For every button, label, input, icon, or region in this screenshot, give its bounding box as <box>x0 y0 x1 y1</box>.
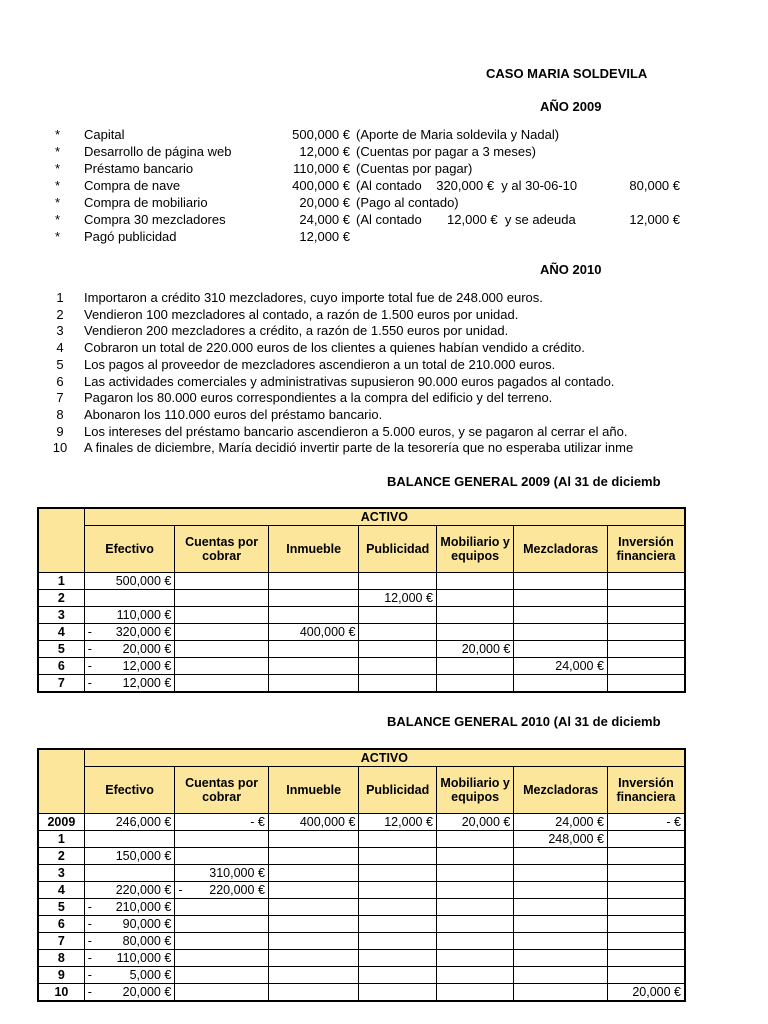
table-cell <box>607 641 685 658</box>
table-cell <box>268 899 359 916</box>
table-cell <box>359 916 436 933</box>
table-row <box>38 865 685 882</box>
cell-value: 310,000 € <box>209 866 265 880</box>
table-row <box>38 916 685 933</box>
table-cell <box>436 675 513 693</box>
table-cell <box>175 882 269 899</box>
list-item-extra: 12,000 € <box>629 212 680 227</box>
cell-value: 80,000 € <box>122 934 172 948</box>
table-cell <box>607 607 685 624</box>
cell-value: 12,000 € <box>384 591 433 605</box>
list-item-amount: 12,000 € <box>299 229 350 244</box>
table-cell <box>84 814 175 831</box>
table-cell <box>268 624 359 641</box>
cell-value: 110,000 € <box>116 951 172 965</box>
table-cell <box>514 831 608 848</box>
table-cell <box>514 814 608 831</box>
table-cell <box>436 882 513 899</box>
list-item-note: (Al contado 320,000 € y al 30-06-10 <box>356 178 578 193</box>
list-item-label: Pagó publicidad <box>84 229 177 244</box>
table-cell <box>84 933 175 950</box>
table-cell <box>175 607 269 624</box>
table-cell <box>436 607 513 624</box>
table-row <box>38 967 685 984</box>
list-item-number: 9 <box>56 423 64 439</box>
table-cell <box>175 984 269 1002</box>
table-cell <box>175 848 269 865</box>
list-item-text: A finales de diciembre, María decidió invertir parte de la tesorería que no esperaba utilizar inme <box>84 440 634 456</box>
table-cell <box>175 865 269 882</box>
cell-value: - € <box>666 815 681 829</box>
list-item-text: Vendieron 100 mezcladores al contado, a razón de 1.500 euros por unidad. <box>84 306 519 322</box>
list-item-number: 1 <box>56 290 64 305</box>
cell-value: 20,000 € <box>122 642 172 656</box>
list-item-amount: 24,000 € <box>299 212 350 227</box>
table-cell <box>268 590 359 607</box>
table-cell <box>359 848 436 865</box>
cell-value: 20,000 € <box>461 815 511 829</box>
row-label: 4 <box>38 882 84 899</box>
table-cell <box>514 950 608 967</box>
document-title: CASO MARIA SOLDEVILA <box>486 66 648 81</box>
table-cell <box>175 950 269 967</box>
table-cell <box>607 899 685 916</box>
table-cell <box>436 814 513 831</box>
column-header: Cuentas por cobrar <box>175 526 269 573</box>
list-item-bullet: * <box>55 212 61 227</box>
list-item-number: 3 <box>56 323 64 339</box>
list-item-number: 8 <box>56 406 64 422</box>
row-label: 1 <box>38 831 84 848</box>
table-cell <box>268 814 359 831</box>
list-item-bullet: * <box>55 161 61 176</box>
cell-value: 20,000 € <box>122 985 172 999</box>
table-row <box>38 624 685 641</box>
table-cell <box>436 831 513 848</box>
table-cell <box>514 573 608 590</box>
list-item-bullet: * <box>55 144 61 159</box>
column-header: Mezcladoras <box>514 767 608 814</box>
column-header: Inversión financiera <box>607 526 685 573</box>
table-cell <box>175 967 269 984</box>
cell-value: 500,000 € <box>115 574 172 588</box>
table-cell <box>436 848 513 865</box>
row-label: 1 <box>38 573 84 590</box>
list-item-amount: 500,000 € <box>292 127 350 142</box>
list-item-label: Compra de mobiliario <box>84 195 208 210</box>
column-header: Mobiliario y equipos <box>436 767 513 814</box>
table-cell <box>268 573 359 590</box>
list-item-amount: 20,000 € <box>299 195 350 210</box>
list-item-bullet: * <box>55 127 61 142</box>
table-cell <box>84 916 175 933</box>
table-cell <box>607 916 685 933</box>
list-item-note: (Al contado 12,000 € y se adeuda <box>356 212 576 227</box>
cell-value: 400,000 € <box>299 625 356 639</box>
balance-2009-table <box>37 507 686 693</box>
table-cell <box>436 865 513 882</box>
table-cell <box>607 831 685 848</box>
cell-value: - € <box>250 815 265 829</box>
cell-value: 220,000 € <box>115 883 172 897</box>
list-item-number: 10 <box>52 440 68 456</box>
table-cell <box>514 865 608 882</box>
table-row <box>38 814 685 831</box>
table-row <box>38 950 685 967</box>
table-cell <box>84 573 175 590</box>
table-cell <box>84 865 175 882</box>
table-cell <box>436 590 513 607</box>
list-item-text: Los intereses del préstamo bancario ascendieron a 5.000 euros, y se pagaron al cerrar el año. <box>84 423 628 439</box>
cell-value: 110,000 € <box>116 608 172 622</box>
cell-value: 248,000 € <box>548 832 604 846</box>
column-header: Efectivo <box>84 767 175 814</box>
negative-sign: - <box>178 883 183 897</box>
list-item-text: Vendieron 200 mezcladores a crédito, a razón de 1.550 euros por unidad. <box>84 323 509 339</box>
cell-value: 5,000 € <box>129 968 172 982</box>
list-item-extra: 80,000 € <box>629 178 680 193</box>
list-item-text: Cobraron un total de 220.000 euros de los clientes a quienes habían vendido a crédito. <box>84 340 585 356</box>
table-cell <box>84 607 175 624</box>
table-row <box>38 590 685 607</box>
column-header: Inversión financiera <box>607 767 685 814</box>
list-item-text: Los pagos al proveedor de mezcladores ascendieron a un total de 210.000 euros. <box>84 356 556 372</box>
list-item-label: Compra 30 mezcladores <box>84 212 226 227</box>
list-item-note: (Cuentas por pagar a 3 meses) <box>356 144 536 159</box>
table-cell <box>359 624 436 641</box>
table-cell <box>359 899 436 916</box>
table-cell <box>436 624 513 641</box>
table-row <box>38 882 685 899</box>
table-cell <box>268 916 359 933</box>
table-row <box>38 933 685 950</box>
table-cell <box>359 814 436 831</box>
column-header: Efectivo <box>84 526 175 573</box>
negative-sign: - <box>87 625 92 639</box>
negative-sign: - <box>87 917 92 931</box>
table-cell <box>175 624 269 641</box>
table-cell <box>175 933 269 950</box>
table-cell <box>175 573 269 590</box>
table-cell <box>268 950 359 967</box>
table-cell <box>607 967 685 984</box>
row-label: 5 <box>38 641 84 658</box>
table-cell <box>436 933 513 950</box>
table-row <box>38 675 685 693</box>
negative-sign: - <box>87 676 92 690</box>
column-header: Inmueble <box>268 767 359 814</box>
negative-sign: - <box>87 900 92 914</box>
list-item-bullet: * <box>55 229 61 244</box>
list-item-text: Abonaron los 110.000 euros del préstamo bancario. <box>84 406 383 422</box>
activo-header: ACTIVO <box>84 508 685 526</box>
row-label: 2 <box>38 590 84 607</box>
table-cell <box>514 658 608 675</box>
table-cell <box>359 590 436 607</box>
row-label: 2 <box>38 848 84 865</box>
table-cell <box>514 675 608 693</box>
table-cell <box>359 950 436 967</box>
table-cell <box>359 984 436 1002</box>
row-label: 8 <box>38 950 84 967</box>
table-cell <box>436 916 513 933</box>
list-item-amount: 12,000 € <box>299 144 350 159</box>
column-header: Inmueble <box>268 526 359 573</box>
cell-value: 90,000 € <box>122 917 172 931</box>
table-cell <box>514 624 608 641</box>
balance-2010-table <box>37 748 686 1002</box>
list-item-note: (Aporte de Maria soldevila y Nadal) <box>356 127 560 142</box>
table-cell <box>514 984 608 1002</box>
table-cell <box>436 899 513 916</box>
corner-cell <box>38 749 84 814</box>
table-cell <box>607 624 685 641</box>
row-label: 6 <box>38 658 84 675</box>
negative-sign: - <box>87 985 92 999</box>
negative-sign: - <box>87 642 92 656</box>
table-cell <box>514 848 608 865</box>
table-cell <box>268 831 359 848</box>
table-cell <box>514 967 608 984</box>
list-item-number: 4 <box>56 340 64 356</box>
table-cell <box>359 573 436 590</box>
list-item-text: Las actividades comerciales y administrativas supusieron 90.000 euros pagados al contado. <box>84 373 615 389</box>
table-cell <box>514 899 608 916</box>
cell-value: 246,000 € <box>115 815 172 829</box>
cell-value: 24,000 € <box>555 815 604 829</box>
table-cell <box>359 882 436 899</box>
cell-value: 20,000 € <box>461 642 511 656</box>
cell-value: 24,000 € <box>555 659 604 673</box>
column-header: Publicidad <box>359 767 436 814</box>
table-cell <box>359 831 436 848</box>
table-cell <box>607 984 685 1002</box>
table-cell <box>514 590 608 607</box>
table-cell <box>84 899 175 916</box>
table-cell <box>268 882 359 899</box>
table-cell <box>175 641 269 658</box>
table-cell <box>268 967 359 984</box>
table-cell <box>84 984 175 1002</box>
row-label: 3 <box>38 865 84 882</box>
balance-2009-title: BALANCE GENERAL 2009 (Al 31 de diciemb <box>387 474 661 489</box>
list-item-bullet: * <box>55 195 61 210</box>
column-header: Mezcladoras <box>514 526 608 573</box>
table-row <box>38 899 685 916</box>
table-cell <box>175 658 269 675</box>
table-cell <box>359 641 436 658</box>
table-cell <box>175 899 269 916</box>
row-label: 7 <box>38 933 84 950</box>
table-cell <box>607 814 685 831</box>
cell-value: 12,000 € <box>122 676 172 690</box>
table-cell <box>607 848 685 865</box>
table-cell <box>268 607 359 624</box>
table-cell <box>268 984 359 1002</box>
list-item-amount: 400,000 € <box>292 178 350 193</box>
table-cell <box>436 641 513 658</box>
negative-sign: - <box>87 951 92 965</box>
year-2009-heading: AÑO 2009 <box>540 99 602 114</box>
table-cell <box>514 916 608 933</box>
table-row <box>38 573 685 590</box>
row-label: 3 <box>38 607 84 624</box>
table-cell <box>175 916 269 933</box>
row-label: 6 <box>38 916 84 933</box>
list-item-number: 5 <box>56 356 64 372</box>
table-cell <box>514 933 608 950</box>
cell-value: 12,000 € <box>122 659 172 673</box>
table-cell <box>84 590 175 607</box>
negative-sign: - <box>87 659 92 673</box>
list-item-bullet: * <box>55 178 61 193</box>
negative-sign: - <box>87 934 92 948</box>
table-cell <box>359 658 436 675</box>
negative-sign: - <box>87 968 92 982</box>
cell-value: 210,000 € <box>115 900 172 914</box>
table-cell <box>359 675 436 693</box>
table-cell <box>607 865 685 882</box>
column-header: Cuentas por cobrar <box>175 767 269 814</box>
table-cell <box>359 865 436 882</box>
table-cell <box>84 848 175 865</box>
table-cell <box>84 658 175 675</box>
row-label: 7 <box>38 675 84 693</box>
table-cell <box>514 641 608 658</box>
cell-value: 220,000 € <box>209 883 265 897</box>
list-item-note: (Pago al contado) <box>356 195 459 210</box>
row-label: 2009 <box>38 814 84 831</box>
table-cell <box>607 573 685 590</box>
list-item-text: Importaron a crédito 310 mezcladores, cuyo importe total fue de 248.000 euros. <box>84 290 543 305</box>
table-cell <box>84 624 175 641</box>
list-item-amount: 110,000 € <box>293 161 350 176</box>
table-row <box>38 641 685 658</box>
table-cell <box>607 950 685 967</box>
table-cell <box>84 882 175 899</box>
table-cell <box>175 675 269 693</box>
table-cell <box>514 607 608 624</box>
table-row <box>38 848 685 865</box>
table-cell <box>84 831 175 848</box>
table-cell <box>359 607 436 624</box>
table-cell <box>175 814 269 831</box>
table-cell <box>514 882 608 899</box>
table-cell <box>175 831 269 848</box>
row-label: 10 <box>38 984 84 1002</box>
column-header: Mobiliario y equipos <box>436 526 513 573</box>
list-item-label: Desarrollo de página web <box>84 144 232 159</box>
cell-value: 400,000 € <box>299 815 356 829</box>
list-item-number: 7 <box>56 390 64 406</box>
table-cell <box>607 933 685 950</box>
table-cell <box>84 967 175 984</box>
cell-value: 20,000 € <box>632 985 681 999</box>
table-cell <box>436 658 513 675</box>
list-item-label: Capital <box>84 127 125 142</box>
table-cell <box>268 675 359 693</box>
table-cell <box>436 967 513 984</box>
list-item-label: Compra de nave <box>84 178 181 193</box>
list-item-number: 2 <box>56 306 64 322</box>
table-cell <box>436 950 513 967</box>
cell-value: 150,000 € <box>115 849 172 863</box>
table-cell <box>268 641 359 658</box>
table-cell <box>607 675 685 693</box>
activo-header: ACTIVO <box>84 749 685 767</box>
table-cell <box>359 933 436 950</box>
list-item-label: Préstamo bancario <box>84 161 194 176</box>
list-item-number: 6 <box>56 373 64 389</box>
table-cell <box>607 590 685 607</box>
list-item-text: Pagaron los 80.000 euros correspondientes a la compra del edificio y del terreno. <box>84 390 553 406</box>
cell-value: 320,000 € <box>115 625 172 639</box>
table-cell <box>268 933 359 950</box>
table-row <box>38 607 685 624</box>
table-row <box>38 831 685 848</box>
table-cell <box>84 641 175 658</box>
table-cell <box>359 967 436 984</box>
table-row <box>38 984 685 1002</box>
table-row <box>38 658 685 675</box>
year-2010-heading: AÑO 2010 <box>540 262 602 277</box>
table-cell <box>268 658 359 675</box>
table-cell <box>268 848 359 865</box>
table-cell <box>84 950 175 967</box>
table-cell <box>84 675 175 693</box>
row-label: 5 <box>38 899 84 916</box>
corner-cell <box>38 508 84 573</box>
table-cell <box>175 590 269 607</box>
list-item-note: (Cuentas por pagar) <box>356 161 473 176</box>
table-cell <box>607 882 685 899</box>
table-cell <box>607 658 685 675</box>
table-cell <box>436 573 513 590</box>
column-header: Publicidad <box>359 526 436 573</box>
row-label: 9 <box>38 967 84 984</box>
cell-value: 12,000 € <box>384 815 433 829</box>
balance-2010-title: BALANCE GENERAL 2010 (Al 31 de diciemb <box>387 714 661 729</box>
table-cell <box>268 865 359 882</box>
table-cell <box>436 984 513 1002</box>
row-label: 4 <box>38 624 84 641</box>
